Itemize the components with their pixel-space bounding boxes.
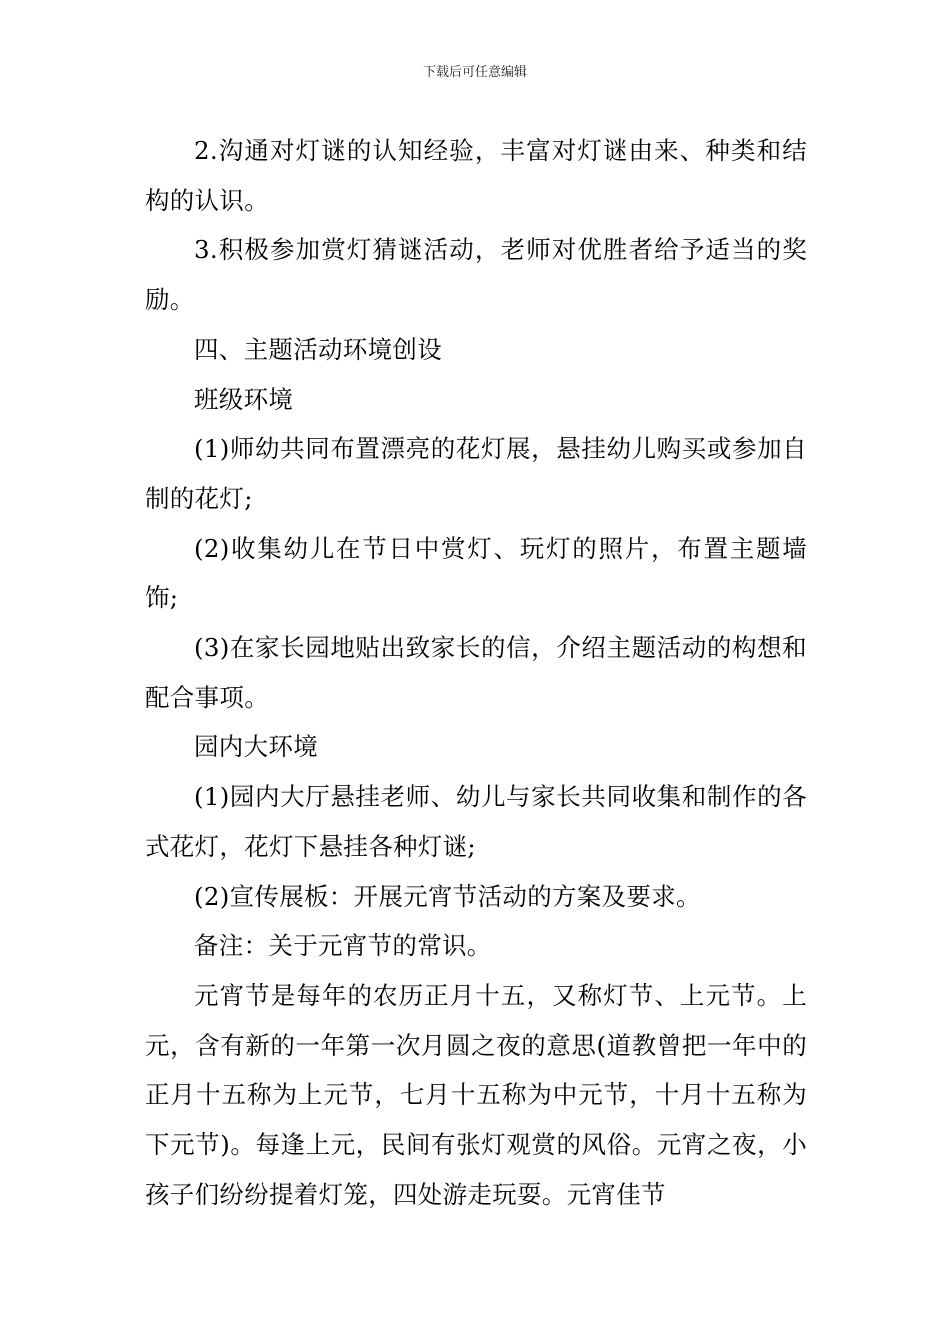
list-item-kindergarten-2: (2)宣传展板：开展元宵节活动的方案及要求。 (194, 881, 701, 911)
subheading-class-environment: 班级环境 (194, 384, 294, 414)
list-item-class-3: (3)在家长园地贴出致家长的信，介绍主题活动的构想和配合事项。 (145, 633, 807, 712)
section-heading-environment: 四、主题活动环境创设 (194, 334, 442, 364)
list-item-class-2: (2)收集幼儿在节日中赏灯、玩灯的照片，布置主题墙饰; (145, 533, 807, 613)
document-body (145, 126, 807, 1219)
list-item-kindergarten-1: (1)园内大厅悬挂老师、幼儿与家长共同收集和制作的各式花灯，花灯下悬挂各种灯谜; (145, 782, 807, 861)
paragraph-objective-2: 2.沟通对灯谜的认知经验，丰富对灯谜由来、种类和结构的认识。 (145, 136, 807, 215)
paragraph-note: 备注：关于元宵节的常识。 (194, 931, 492, 961)
page-header-note: 下载后可任意编辑 (422, 65, 527, 80)
paragraph-objective-3: 3.积极参加赏灯猜谜活动，老师对优胜者给予适当的奖励。 (145, 235, 807, 315)
subheading-kindergarten-environment: 园内大环境 (194, 732, 318, 762)
list-item-class-1: (1)师幼共同布置漂亮的花灯展，悬挂幼儿购买或参加自制的花灯; (145, 434, 807, 513)
paragraph-lantern-festival: 元宵节是每年的农历正月十五，又称灯节、上元节。上元，含有新的一年第一次月圆之夜的意思(道教曾把一年中的正月十五称为上元节，七月十五称为中元节，十月十五称为下元节)。每逢上元，民间有张灯观赏的风俗。元宵之夜，小孩子们纷纷提着灯笼，四处游走玩耍。元宵佳节 (145, 980, 807, 1209)
